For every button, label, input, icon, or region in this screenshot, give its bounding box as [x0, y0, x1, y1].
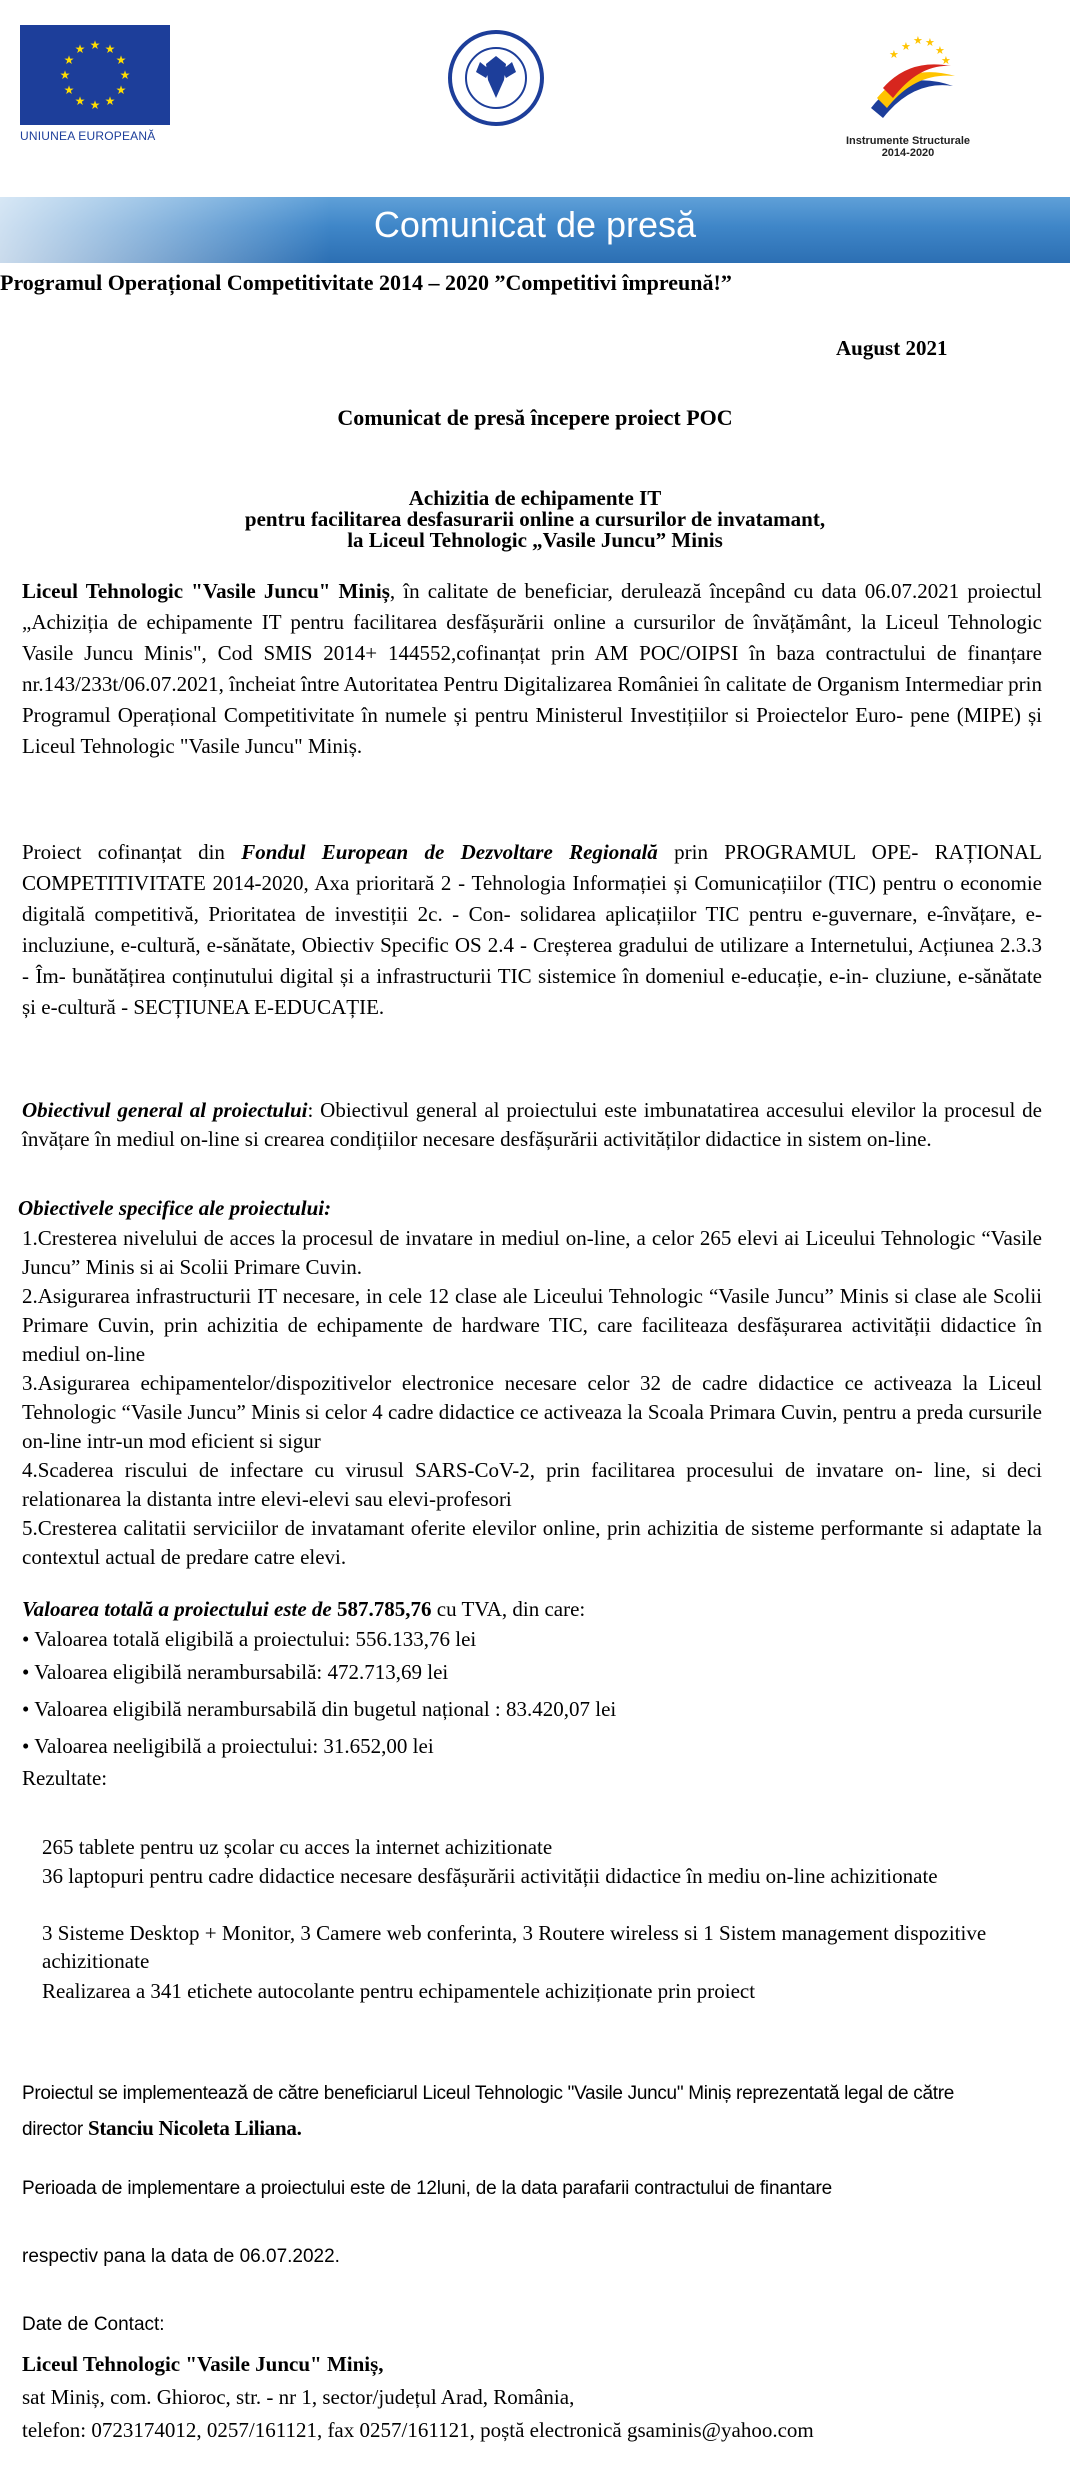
total-value-line — [22, 1597, 585, 1622]
intro-text: , în calitate de beneficiar, derulează începând cu data 06.07.2021 proiectul „Achiziția de echipamente IT pentru facilitarea desfășurării online a cursurilor de învățământ, la Liceul Tehnologic Vasile Juncu Minis", Cod SMIS 2014+ 144552,cofinanțat prin AM POC/OIPSI în baza contractului de finanțare nr.143/233t/06.07.2021, încheiat între Autoritatea Pentru Digitalizarea României în calitate de Organism Intermediar prin Programul Operațional Competitivitate în numele și pentru Ministerul Investițiilor si Proiectelor Euro- pene (MIPE) și Liceul Tehnologic "Vasile Juncu" Miniș. — [22, 579, 1042, 758]
cofin-text: prin PROGRAMUL OPE- RAȚIONAL COMPETITIVITATE 2014-2020, Axa prioritară 2 - Tehnologia Informației și Comunicațiilor (TIC) pentru o economie digitală competitivă, Prioritatea de investiții 2c. - Con- solidarea aplicațiilor TIC pentru e-guvernare, e-învățare, e-incluziune, e-cultură, e-sănătate, Obiectiv Specific OS 2.4 - Creșterea gradului de utilizare a Internetului, Acțiunea 2.3.3 - Îm- bunătățirea conținutului digital și a infrastructurii TIC sistemice în domeniul e-educație, e-in- cluziune, e-sănătate și e-cultură - SECȚIUNEA E-EDUCAȚIE. — [22, 840, 1042, 1019]
director-name: Stanciu Nicoleta Liliana. — [87, 2116, 302, 2140]
instrumente-structurale-icon — [843, 28, 973, 128]
specific-objectives-title: Obiectivele specifice ale proiectului: — [18, 1196, 332, 1220]
result-item: Realizarea a 341 etichete autocolante pentru echipamentele achiziționate prin proiect — [42, 1979, 756, 2003]
value-item: • Valoarea eligibilă nerambursabilă din bugetul național : 83.420,07 lei — [22, 1697, 617, 1721]
period-line-2: respectiv pana la data de 06.07.2022. — [22, 2246, 340, 2267]
svg-text:★: ★ — [889, 49, 899, 61]
objective-item: 1.Cresterea nivelului de acces la procesul de invatare in mediul on-line, a celor 265 elevi ai Liceului Tehnologic “Vasile Juncu” Minis si ai Scolii Primare Cuvin. — [22, 1226, 1042, 1279]
implementation-paragraph — [22, 2077, 1012, 2147]
fund-name: Fondul European de Dezvoltare Regională — [241, 840, 658, 864]
total-value-label: Valoarea totală a proiectului este de — [22, 1597, 337, 1621]
project-title-line: la Liceul Tehnologic „Vasile Juncu” Minis — [347, 528, 723, 552]
svg-text:★: ★ — [63, 53, 75, 67]
svg-text:★: ★ — [104, 94, 116, 108]
instrumente-structurale-logo — [843, 28, 973, 159]
value-item: • Valoarea totală eligibilă a proiectului: 556.133,76 lei — [22, 1627, 477, 1651]
program-title: Programul Operațional Competitivitate 2014 – 2020 ”Competitivi împreună!” — [0, 270, 732, 295]
general-objective-text: : Obiectivul general al proiectului este imbunatatirea accesului elevilor la procesul de învățare în mediul on-line si crearea condițiilor necesare desfășurării activităților didactice in sistem on-line. — [22, 1098, 1042, 1151]
beneficiary-name: Liceul Tehnologic "Vasile Juncu" Miniș — [22, 579, 390, 603]
implementation-text: Proiectul se implementează de către beneficiarul Liceul Tehnologic "Vasile Juncu" Miniș reprezentată legal de către director — [22, 2083, 954, 2140]
intro-paragraph — [22, 576, 1042, 762]
is-caption: Instrumente Structurale — [845, 135, 971, 147]
result-item: 36 laptopuri pentru cadre didactice necesare desfășurării activității didactice în mediu on-line achizitionate — [42, 1864, 938, 1888]
eu-flag-icon — [20, 25, 170, 125]
svg-text:★: ★ — [913, 35, 923, 47]
cofin-pre: Proiect cofinanțat din — [22, 840, 242, 864]
total-value-suffix: cu TVA, din care: — [431, 1597, 586, 1621]
svg-text:★: ★ — [941, 55, 951, 67]
general-objective-paragraph — [22, 1096, 1042, 1154]
svg-text:★: ★ — [89, 38, 101, 52]
general-objective-label: Obiectivul general al proiectului — [22, 1098, 308, 1122]
objective-item: 3.Asigurarea echipamentelor/dispozitivelor electronice necesare celor 32 de cadre didactice ce activeaza la Liceul Tehnologic “Vasile Juncu” Minis si celor 4 cadre didactice ce activeaza la Scoala Primara Cuvin, pentru a preda cursurile on-line intr-un mod eficient si sigur — [22, 1371, 1042, 1453]
svg-text:★: ★ — [115, 83, 127, 97]
is-years: 2014-2020 — [881, 147, 935, 159]
banner-title: Comunicat de presă — [373, 204, 697, 245]
objective-item: 2.Asigurarea infrastructurii IT necesare, in cele 12 clase ale Liceului Tehnologic “Vasile Juncu” Minis si clase ale Scolii Primare Cuvin, prin achizitia de echipamente de hardware TIC, care faciliteaza desfășurarea activității didactice în mediul on-line — [22, 1284, 1042, 1366]
objective-item: 5.Cresterea calitatii serviciilor de invatamant oferite elevilor online, prin achizitia de sisteme performante si adaptate la contextul actual de predare catre elevi. — [22, 1516, 1042, 1569]
government-seal-logo — [446, 28, 546, 128]
specific-objectives-list — [22, 1224, 1042, 1572]
contact-name: Liceul Tehnologic "Vasile Juncu" Miniș, — [22, 2352, 384, 2376]
contact-phones: telefon: 0723174012, 0257/161121, fax 0257/161121, poștă electronică gsaminis@yahoo.com — [22, 2418, 814, 2442]
value-item: • Valoarea eligibilă nerambursabilă: 472.713,69 lei — [22, 1660, 449, 1684]
result-item: 265 tablete pentru uz școlar cu acces la internet achizitionate — [42, 1835, 553, 1859]
press-heading: Comunicat de presă începere proiect POC — [337, 405, 733, 430]
svg-text:★: ★ — [935, 45, 945, 57]
cofinancing-paragraph — [22, 837, 1042, 1023]
svg-text:★: ★ — [119, 68, 131, 82]
svg-text:★: ★ — [89, 98, 101, 112]
svg-text:★: ★ — [63, 83, 75, 97]
results-label: Rezultate: — [22, 1766, 108, 1790]
release-date: August 2021 — [836, 336, 948, 360]
project-title — [0, 488, 1070, 551]
contact-address: sat Miniș, com. Ghioroc, str. - nr 1, sector/județul Arad, România, — [22, 2385, 575, 2409]
objective-item: 4.Scaderea riscului de infectare cu virusul SARS-CoV-2, prin facilitarea procesului de invatare on- line, si deci relationarea la distanta intre elevi-elevi sau elevi-profesori — [22, 1458, 1042, 1511]
period-line-1: Perioada de implementare a proiectului este de 12luni, de la data parafarii contractului de finantare — [22, 2178, 832, 2199]
svg-text:★: ★ — [74, 94, 86, 108]
result-item: 3 Sisteme Desktop + Monitor, 3 Camere web conferinta, 3 Routere wireless si 1 Sistem management dispozitive achizitionate — [42, 1921, 987, 1973]
svg-text:★: ★ — [74, 42, 86, 56]
project-title-line: Achizitia de echipamente IT — [408, 486, 662, 510]
project-title-line: pentru facilitarea desfasurarii online a cursurilor de invatamant, — [244, 507, 826, 531]
svg-text:★: ★ — [104, 42, 116, 56]
svg-text:★: ★ — [59, 68, 71, 82]
svg-text:★: ★ — [925, 37, 935, 49]
svg-text:★: ★ — [115, 53, 127, 67]
svg-text:★: ★ — [901, 41, 911, 53]
eu-logo — [20, 25, 170, 143]
total-value-amount: 587.785,76 — [337, 1597, 432, 1621]
value-item: • Valoarea neeligibilă a proiectului: 31.652,00 lei — [22, 1734, 434, 1758]
eu-caption: UNIUNEA EUROPEANĂ — [20, 129, 156, 143]
contact-label: Date de Contact: — [22, 2314, 165, 2335]
